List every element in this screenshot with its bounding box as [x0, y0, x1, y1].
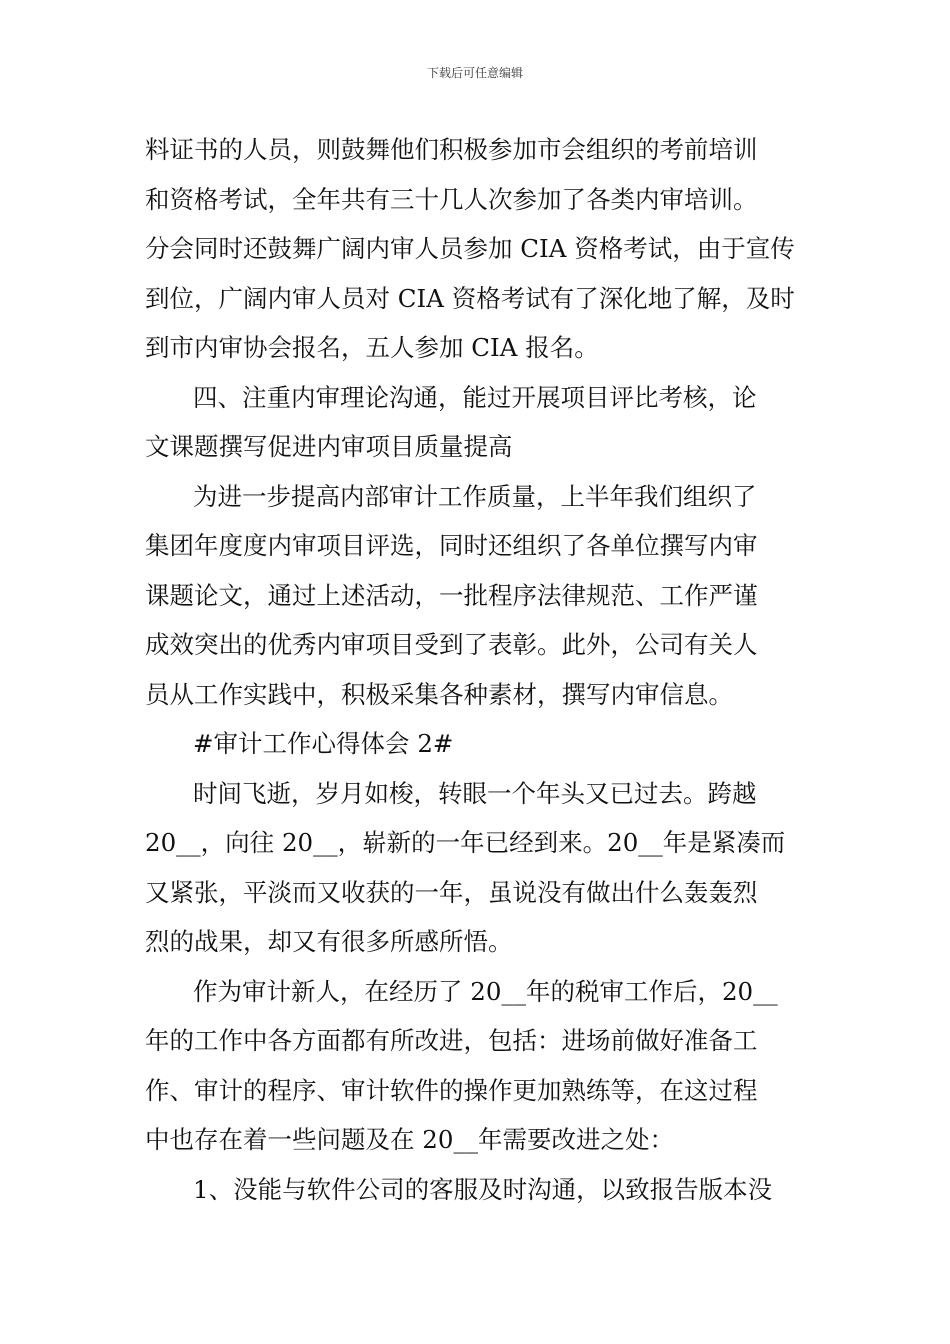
text-line: 和资格考试，全年共有三十几人次参加了各类内审培训。: [145, 184, 758, 214]
document-body: [145, 125, 811, 1214]
text-line: 料证书的人员，则鼓舞他们积极参加市会组织的考前培训: [145, 135, 758, 164]
text-line: 成效突出的优秀内审项目受到了表彰。此外，公司有关人: [145, 630, 758, 659]
text-line: 作、审计的程序、审计软件的操作更加熟练等，在这过程: [145, 1075, 758, 1105]
text-line: 课题论文，通过上述活动，一批程序法律规范、工作严谨: [145, 580, 758, 610]
text-line: 到市内审协会报名，五人参加 CIA 报名。: [145, 333, 599, 362]
text-line: 分会同时还鼓舞广阔内审人员参加 CIA 资格考试，由于宣传: [145, 234, 795, 263]
text-line: 20__，向往 20__，崭新的一年已经到来。20__年是紧凑而: [145, 828, 786, 857]
text-line: 年的工作中各方面都有所改进，包括：进场前做好准备工: [145, 1026, 758, 1055]
text-line: 为进一步提高内部审计工作质量，上半年我们组织了: [193, 481, 757, 511]
text-line: 员从工作实践中，积极采集各种素材，撰写内审信息。: [145, 679, 733, 709]
section-heading-line: 四、注重内审理论沟通，能过开展项目评比考核，论: [193, 382, 757, 412]
section-heading-line: 文课题撰写促进内审项目质量提高: [145, 432, 513, 461]
text-line: 集团年度度内审项目评选，同时还组织了各单位撰写内审: [145, 531, 758, 560]
article-title-line: #审计工作心得体会 2#: [193, 729, 454, 758]
page-header: 下载后可任意编辑: [426, 66, 523, 80]
text-line: 中也存在着一些问题及在 20__年需要改进之处：: [145, 1125, 674, 1154]
text-line: 烈的战果，却又有很多所感所悟。: [145, 927, 513, 956]
text-line: 又紧张，平淡而又收获的一年，虽说没有做出什么轰轰烈: [145, 877, 758, 907]
text-line: 到位，广阔内审人员对 CIA 资格考试有了深化地了解，及时: [145, 283, 795, 313]
text-line: 时间飞逝，岁月如梭，转眼一个年头又已过去。跨越: [193, 778, 757, 808]
list-item-line: 1、没能与软件公司的客服及时沟通，以致报告版本没: [193, 1174, 773, 1204]
text-line: 作为审计新人，在经历了 20__年的税审工作后，20__: [193, 976, 778, 1006]
